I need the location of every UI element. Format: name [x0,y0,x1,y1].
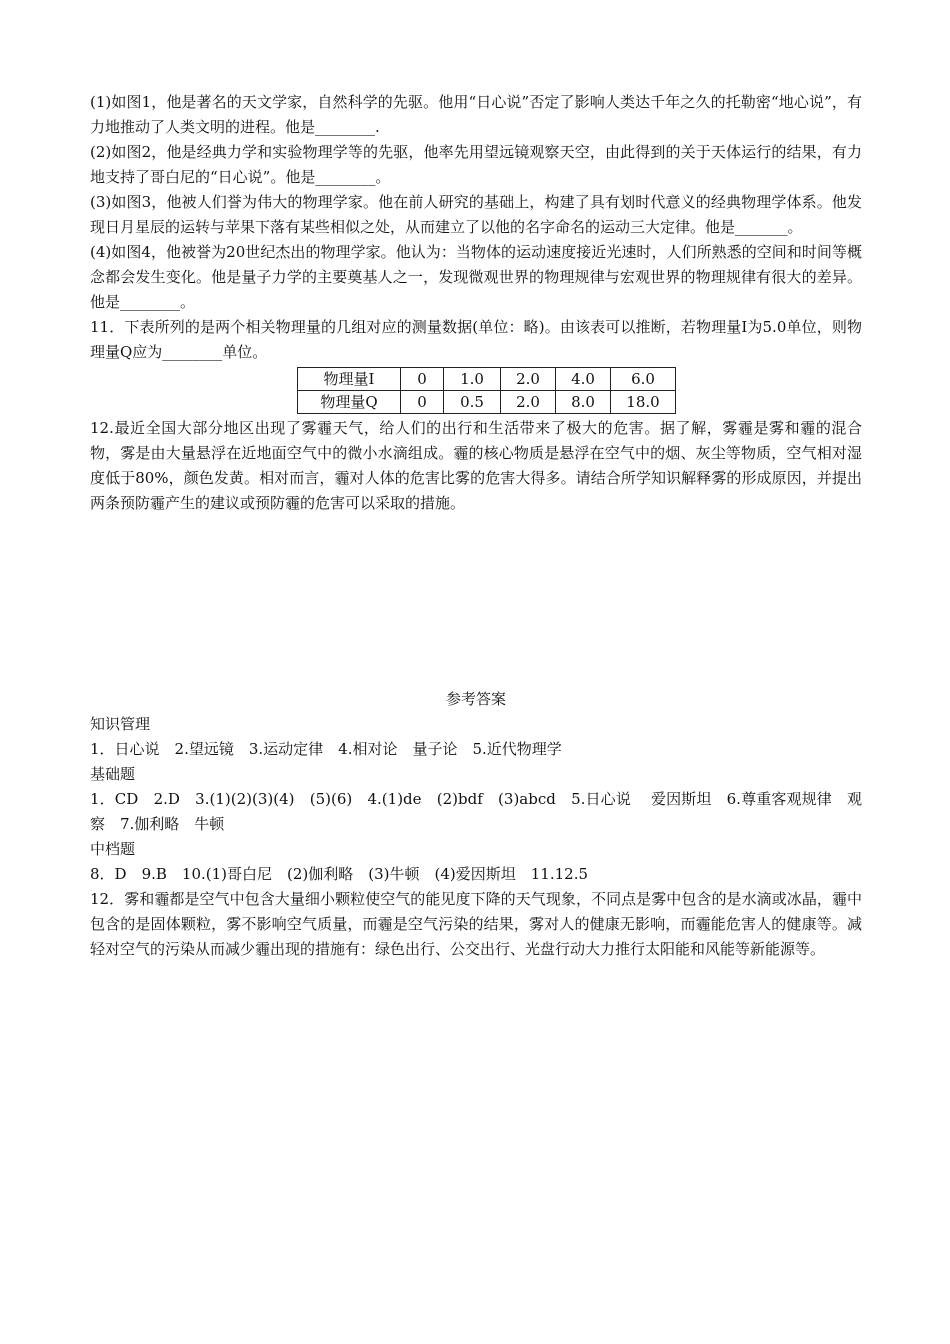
table-cell: 物理量Q [298,391,401,414]
table-row [298,368,676,391]
table-cell: 8.0 [556,391,611,414]
answers-medium: 8．D 9.B 10.(1)哥白尼 (2)伽利略 (3)牛顿 (4)爱因斯坦 11.12.5 [90,865,589,883]
answers-basic: 1．CD 2.D 3.(1)(2)(3)(4) (5)(6) 4.(1)de (2)bdf (3)abcd 5.日心说 爱因斯坦 6.尊重客观规律 观察 7.伽利略 牛顿 [90,790,862,833]
section-heading-basic: 基础题 [90,765,136,783]
table-cell: 2.0 [501,368,556,391]
question-10-part-3: (3)如图3，他被人们誉为伟大的物理学家。他在前人研究的基础上，构建了具有划时代意义的经典物理学体系。他发现日月星辰的运转与苹果下落有某些相似之处，从而建立了以他的名字命名的运动三大定律。他是_______。 [90,193,862,236]
answers-medium-q12: 12．雾和霾都是空气中包含大量细小颗粒使空气的能见度下降的天气现象，不同点是雾中包含的是水滴或冰晶，霾中包含的是固体颗粒，雾不影响空气质量，而霾是空气污染的结果，雾对人的健康无影响，而霾能危害人的健康等。减轻对空气的污染从而减少霾出现的措施有：绿色出行、公交出行、光盘行动大力推行太阳能和风能等新能源等。 [90,890,862,958]
answers-knowledge: 1．日心说 2.望远镜 3.运动定律 4.相对论 量子论 5.近代物理学 [90,740,562,758]
document-page [90,90,862,962]
table-cell: 物理量I [298,368,401,391]
question-10-part-2: (2)如图2，他是经典力学和实验物理学等的先驱，他率先用望远镜观察天空，由此得到的关于天体运行的结果，有力地支持了哥白尼的“日心说”。他是________。 [90,143,862,186]
section-heading-knowledge: 知识管理 [90,715,151,733]
section-heading-medium: 中档题 [90,840,136,858]
table-cell: 0 [401,391,444,414]
question-10-part-1: (1)如图1，他是著名的天文学家，自然科学的先驱。他用“日心说”否定了影响人类达千年之久的托勒密“地心说”，有力地推动了人类文明的进程。他是________. [90,93,862,136]
table-cell: 2.0 [501,391,556,414]
table-cell: 0 [401,368,444,391]
table-cell: 0.5 [444,391,501,414]
table-cell: 4.0 [556,368,611,391]
question-10-part-4: (4)如图4，他被誉为20世纪杰出的物理学家。他认为：当物体的运动速度接近光速时，人们所熟悉的空间和时间等概念都会发生变化。他是量子力学的主要奠基人之一，发现微观世界的物理规律与宏观世界的物理规律有很大的差异。他是________。 [90,243,862,311]
question-12: 12.最近全国大部分地区出现了雾霾天气，给人们的出行和生活带来了极大的危害。据了解，雾霾是雾和霾的混合物，雾是由大量悬浮在近地面空气中的微小水滴组成。霾的核心物质是悬浮在空气中的烟、灰尘等物质，空气相对湿度低于80%，颜色发黄。相对而言，霾对人体的危害比雾的危害大得多。请结合所学知识解释雾的形成原因，并提出两条预防霾产生的建议或预防霾的危害可以采取的措施。 [90,419,862,512]
answers-title: 参考答案 [445,690,506,708]
table-row [298,391,676,414]
table-cell: 6.0 [611,368,676,391]
table-cell: 1.0 [444,368,501,391]
answer-space [90,516,862,687]
table-cell: 18.0 [611,391,676,414]
question-11: 11．下表所列的是两个相关物理量的几组对应的测量数据(单位：略)。由该表可以推断，若物理量I为5.0单位，则物理量Q应为________单位。 [90,318,862,361]
measurement-table [297,367,676,414]
